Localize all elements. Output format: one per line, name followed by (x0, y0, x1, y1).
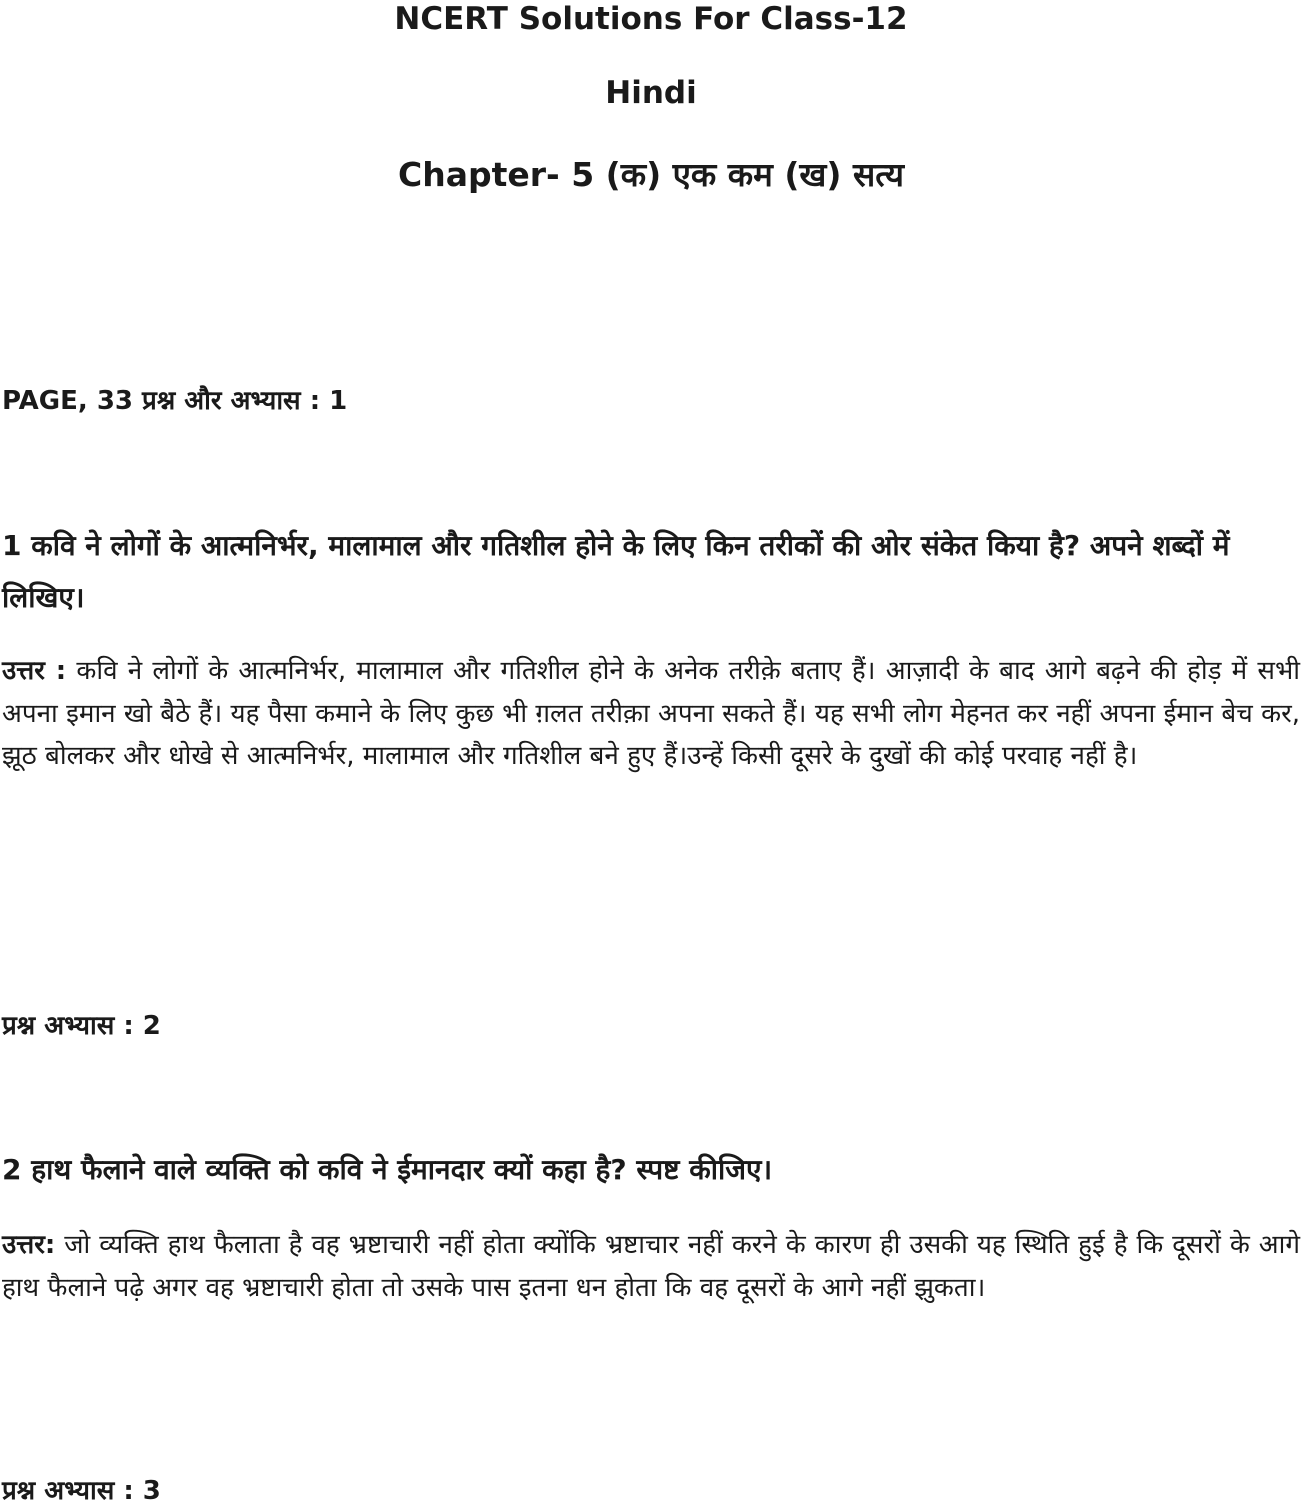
question-2: 2 हाथ फैलाने वाले व्यक्ति को कवि ने ईमानदार क्यों कहा है? स्पष्ट कीजिए। (2, 1153, 773, 1186)
question-1: 1 कवि ने लोगों के आत्मनिर्भर, मालामाल और गतिशील होने के लिए किन तरीकों की ओर संकेत किया है? अपने शब्दों में लिखिए। (2, 529, 1230, 614)
answer-1 (2, 650, 1300, 778)
answer-text: जो व्यक्ति हाथ फैलाता है वह भ्रष्टाचारी नहीं होता क्योंकि भ्रष्टाचार नहीं करने के कारण ही उसकी यह स्थिति हुई है कि दूसरों के आगे हाथ फैलाने पढ़े अगर वह भ्रष्टाचारी होता तो उसके पास इतना धन होता कि वह दूसरों के आगे नहीं झुकता। (2, 1230, 1300, 1303)
document-title: NCERT Solutions For Class-12 (394, 1, 908, 37)
subject-title: Hindi (605, 75, 697, 111)
chapter-title: Chapter- 5 (क) एक कम (ख) सत्य (398, 155, 904, 194)
exercise-heading-2: प्रश्न अभ्यास : 2 (2, 1011, 161, 1041)
answer-2 (2, 1224, 1300, 1309)
answer-text: कवि ने लोगों के आत्मनिर्भर, मालामाल और गतिशील होने के अनेक तरीक़े बताए हैं। आज़ादी के बाद आगे बढ़ने की होड़ में सभी अपना इमान खो बैठे हैं। यह पैसा कमाने के लिए कुछ भी ग़लत तरीक़ा अपना सकते हैं। यह सभी लोग मेहनत कर नहीं अपना ईमान बेच कर, झूठ बोलकर और धोखे से आत्मनिर्भर, मालामाल और गतिशील बने हुए हैं।उन्हें किसी दूसरे के दुखों की कोई परवाह नहीं है। (2, 656, 1300, 771)
exercise-heading-1: PAGE, 33 प्रश्न और अभ्यास : 1 (2, 386, 348, 416)
answer-label: उत्तर : (2, 656, 67, 686)
exercise-heading-3: प्रश्न अभ्यास : 3 (2, 1476, 161, 1506)
answer-label: उत्तर: (2, 1230, 56, 1260)
